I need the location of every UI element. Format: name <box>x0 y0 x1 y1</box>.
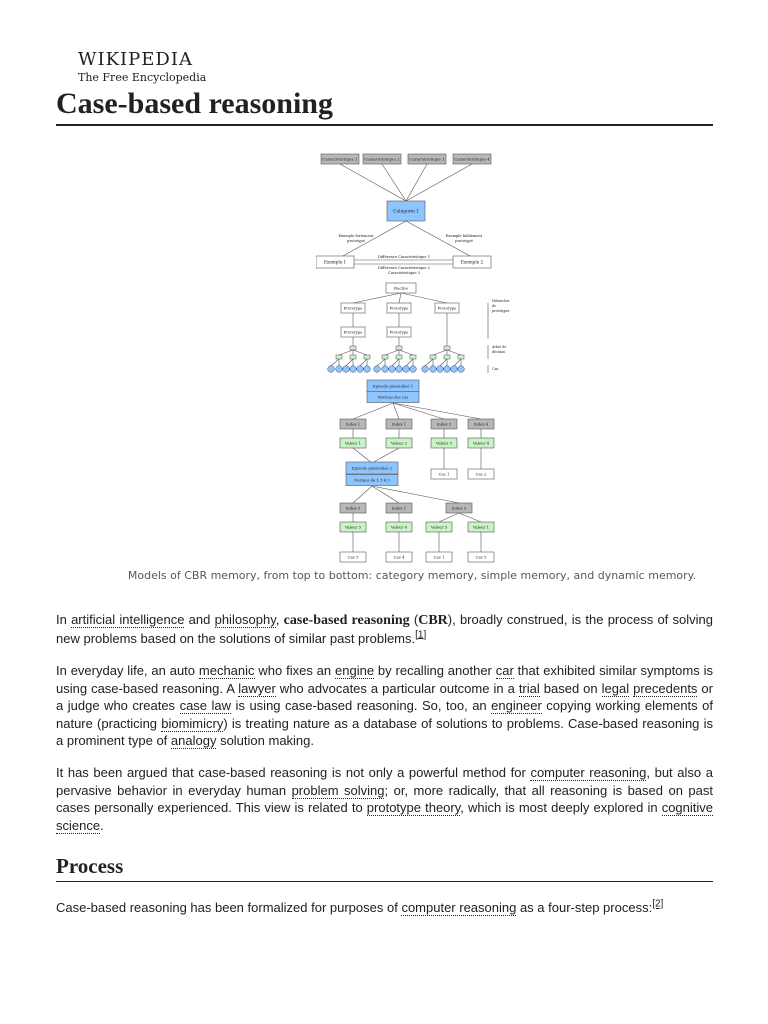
index-node-label: Index 3 <box>451 505 467 511</box>
case-circle <box>437 366 444 373</box>
case-circle <box>444 366 451 373</box>
index-node-label: Index 3 <box>436 421 452 427</box>
case-circle <box>389 366 396 373</box>
intro-paragraph-1: In artificial intelligence and philosophy, case-based reasoning (CBR), broadly construed, is the process of solving new problems based on the solutions of similar past problems.[1] <box>56 612 713 646</box>
strong-example-label-2: prototypé <box>347 239 365 243</box>
diagram-connector <box>440 359 447 366</box>
link-case-law[interactable]: case law <box>179 698 232 713</box>
decision-node <box>350 355 356 359</box>
link-legal[interactable]: legal <box>601 680 630 696</box>
case-node-label: Cas 5 <box>475 554 487 560</box>
hierarchy-label-3: prototypes <box>492 309 510 313</box>
decision-node <box>458 355 464 359</box>
difference-bottom-label-2: Caractéristique 3 <box>388 271 420 275</box>
index-node-label: Index 5 <box>345 505 361 511</box>
link-prototype-theory[interactable]: prototype theory <box>366 800 461 815</box>
link-problem-solving[interactable]: problem solving <box>291 782 385 798</box>
case-circle <box>430 366 437 373</box>
diagram-connector <box>340 164 406 201</box>
case-circle <box>403 366 410 373</box>
diagram-connector <box>399 350 413 355</box>
decision-node <box>364 355 370 359</box>
logo-tagline: The Free Encyclopedia <box>78 71 207 84</box>
case-node-label: Cas 4 <box>393 554 405 560</box>
term-cbr: CBR <box>418 613 448 628</box>
diagram-connector <box>331 359 339 366</box>
diagram-connector <box>385 350 399 355</box>
value-node-label: Valeur 6 <box>390 524 408 530</box>
decision-label-2: décision <box>492 350 506 354</box>
generalized-episode-2-norms-label: Normes de 1 3 4 5 <box>354 477 390 483</box>
diagram-connector <box>346 359 353 366</box>
section-divider <box>56 881 713 882</box>
cbr-memory-diagram <box>316 145 516 570</box>
case-circle <box>396 366 403 373</box>
link-lawyer[interactable]: lawyer <box>238 680 276 696</box>
diagram-connector <box>377 359 385 366</box>
intro-paragraph-3: It has been argued that case-based reasoning is not only a powerful method for computer reasoning, but also a pervasive behavior in everyday human problem solving; or, more radically, that all reasoning is based on past cases personally experienced. This view is related to prototype theory, which is most deeply explored in cognitive science. <box>56 765 714 833</box>
value-node-label: Valeur 1 <box>472 524 490 530</box>
link-mechanic[interactable]: mechanic <box>198 663 255 678</box>
prototype-node-label: Prototype <box>343 329 363 335</box>
diagram-connector <box>406 164 472 201</box>
diagram-connector <box>401 293 447 303</box>
intro-paragraph-2: In everyday life, an auto mechanic who fixes an engine by recalling another car that exhibited similar symptoms is using case-based reasoning. A lawyer who advocates a particular outcome in a trial based on legal precedents or a judge who creates case law is using case-based reasoning. So, too, an engineer copying working elements of nature (practicing biomimicry) is treating nature as a database of solutions to problems. Case-based reasoning is a prominent type of analogy solution making. <box>56 663 714 748</box>
value-node-label: Valeur 4 <box>472 440 490 446</box>
diagram-connector <box>392 359 399 366</box>
diagram-connector <box>399 293 401 303</box>
category-node-label: Catégorie 1 <box>392 209 420 215</box>
decision-node <box>444 355 450 359</box>
case-circle <box>357 366 364 373</box>
link-computer-reasoning-2[interactable]: computer reasoning <box>401 900 517 915</box>
index-node-label: Index 1 <box>345 421 361 427</box>
value-node-label: Valeur 1 <box>344 440 362 446</box>
case-node-label: Cas 1 <box>438 471 450 477</box>
diagram-connector <box>353 486 372 503</box>
link-biomimicry[interactable]: biomimicry <box>161 715 224 731</box>
link-cognitive-science[interactable]: cognitive science <box>56 800 714 833</box>
diagram-connector <box>425 359 433 366</box>
example-1-node-label: Exemple 1 <box>323 259 347 265</box>
diagram-connector <box>447 350 461 355</box>
case-circle <box>336 366 343 373</box>
example-2-node-label: Exemple 2 <box>460 259 484 265</box>
figure-caption: Models of CBR memory, from top to bottom: category memory, simple memory, and dynamic memory. <box>127 569 697 582</box>
weak-example-label: Exemple faiblement <box>445 234 483 238</box>
diagram-connector <box>353 293 401 303</box>
logo-wordmark: WIKIPEDIA <box>78 49 193 70</box>
link-analogy[interactable]: analogy <box>170 733 217 748</box>
link-precedents[interactable]: precedents <box>633 680 698 696</box>
case-node-label: Cas 3 <box>347 554 359 560</box>
diagram-connector <box>439 513 459 522</box>
generalized-episode-2-node-label: Episode généralisé 2 <box>351 465 393 471</box>
diagram-connector <box>372 448 399 463</box>
case-circle <box>451 366 458 373</box>
page-title: Case-based reasoning <box>56 87 333 120</box>
case-circle <box>374 366 381 373</box>
feature-node-label: Caractéristique 1 <box>409 156 445 162</box>
section-heading-process: Process <box>56 854 124 878</box>
wikipedia-logo[interactable] <box>78 50 206 84</box>
decision-node <box>410 355 416 359</box>
diagram-connector <box>382 164 406 201</box>
case-circle <box>458 366 465 373</box>
diagram-connector <box>454 359 461 366</box>
link-philosophy[interactable]: philosophy <box>214 612 276 627</box>
difference-bottom-label: Différence Caractéristique 2 <box>378 266 430 270</box>
value-node-label: Valeur 5 <box>344 524 362 530</box>
diagram-connector <box>339 350 353 355</box>
diagram-connector <box>353 403 393 419</box>
diagram-connector <box>433 350 447 355</box>
link-computer-reasoning[interactable]: computer reasoning <box>530 765 647 780</box>
case-circle <box>364 366 371 373</box>
prototype-node-label: Prototype <box>437 305 457 311</box>
reference-2[interactable]: [2] <box>652 898 664 910</box>
decision-node <box>444 346 450 350</box>
case-circle <box>410 366 417 373</box>
feature-node-label: Caractéristique 1 <box>322 156 358 162</box>
hierarchy-label-2: de <box>492 304 496 308</box>
value-node-label: Valeur 3 <box>435 440 453 446</box>
prototype-node-label: Prototype <box>389 305 409 311</box>
case-circle <box>328 366 335 373</box>
weak-example-label-2: prototypé <box>455 239 473 243</box>
case-circle <box>382 366 389 373</box>
decision-label: Arbre de <box>492 345 507 349</box>
decision-node <box>350 346 356 350</box>
case-circle <box>350 366 357 373</box>
reference-1[interactable]: [1] <box>415 629 427 641</box>
value-node-label: Valeur 3 <box>430 524 448 530</box>
term-case-based-reasoning: case-based reasoning <box>283 613 410 628</box>
decision-node <box>382 355 388 359</box>
link-artificial-intelligence[interactable]: artificial intelligence <box>71 612 185 627</box>
generalized-episode-1-node-label: Episode généralisé 1 <box>372 383 414 389</box>
link-engine[interactable]: engine <box>335 663 375 678</box>
prototype-node-label: Prototype <box>389 329 409 335</box>
cases-label: Cas <box>492 367 499 371</box>
feature-node-label: Caractéristique 2 <box>364 156 400 162</box>
generalized-episode-1-norms-label: Normes des cas <box>377 394 409 400</box>
diagram-connector <box>360 359 367 366</box>
process-paragraph-1: Case-based reasoning has been formalized for purposes of computer reasoning as a four-step process:[2] <box>56 898 664 915</box>
strong-example-label: Exemple fortement <box>338 234 374 238</box>
link-trial[interactable]: trial <box>518 680 540 696</box>
link-car[interactable]: car <box>495 663 514 678</box>
index-node-label: Index 4 <box>473 421 489 427</box>
diagram-connector <box>393 403 399 419</box>
feature-node-label: Caractéristique 4 <box>454 156 490 162</box>
decision-node <box>430 355 436 359</box>
case-node-label: Cas 2 <box>475 471 487 477</box>
diagram-connector <box>353 350 367 355</box>
case-circle <box>343 366 350 373</box>
decision-node <box>336 355 342 359</box>
title-divider <box>56 124 713 126</box>
case-node-label: Cas 1 <box>433 554 445 560</box>
hierarchy-label: Hiérarchie <box>492 299 510 303</box>
difference-top-label: Différence Caractéristique 1 <box>378 255 430 259</box>
link-engineer[interactable]: engineer <box>491 698 542 713</box>
decision-node <box>396 355 402 359</box>
diagram-connector <box>406 359 413 366</box>
prototype-node-label: Prototype <box>343 305 363 311</box>
diagram-connector <box>353 448 372 463</box>
value-node-label: Valeur 2 <box>390 440 408 446</box>
index-node-label: Index 1 <box>391 505 407 511</box>
index-node-label: Index 1 <box>391 421 407 427</box>
case-circle <box>422 366 429 373</box>
decision-node <box>396 346 402 350</box>
root-node-label: Racine <box>394 285 408 291</box>
diagram-connector <box>459 513 481 522</box>
